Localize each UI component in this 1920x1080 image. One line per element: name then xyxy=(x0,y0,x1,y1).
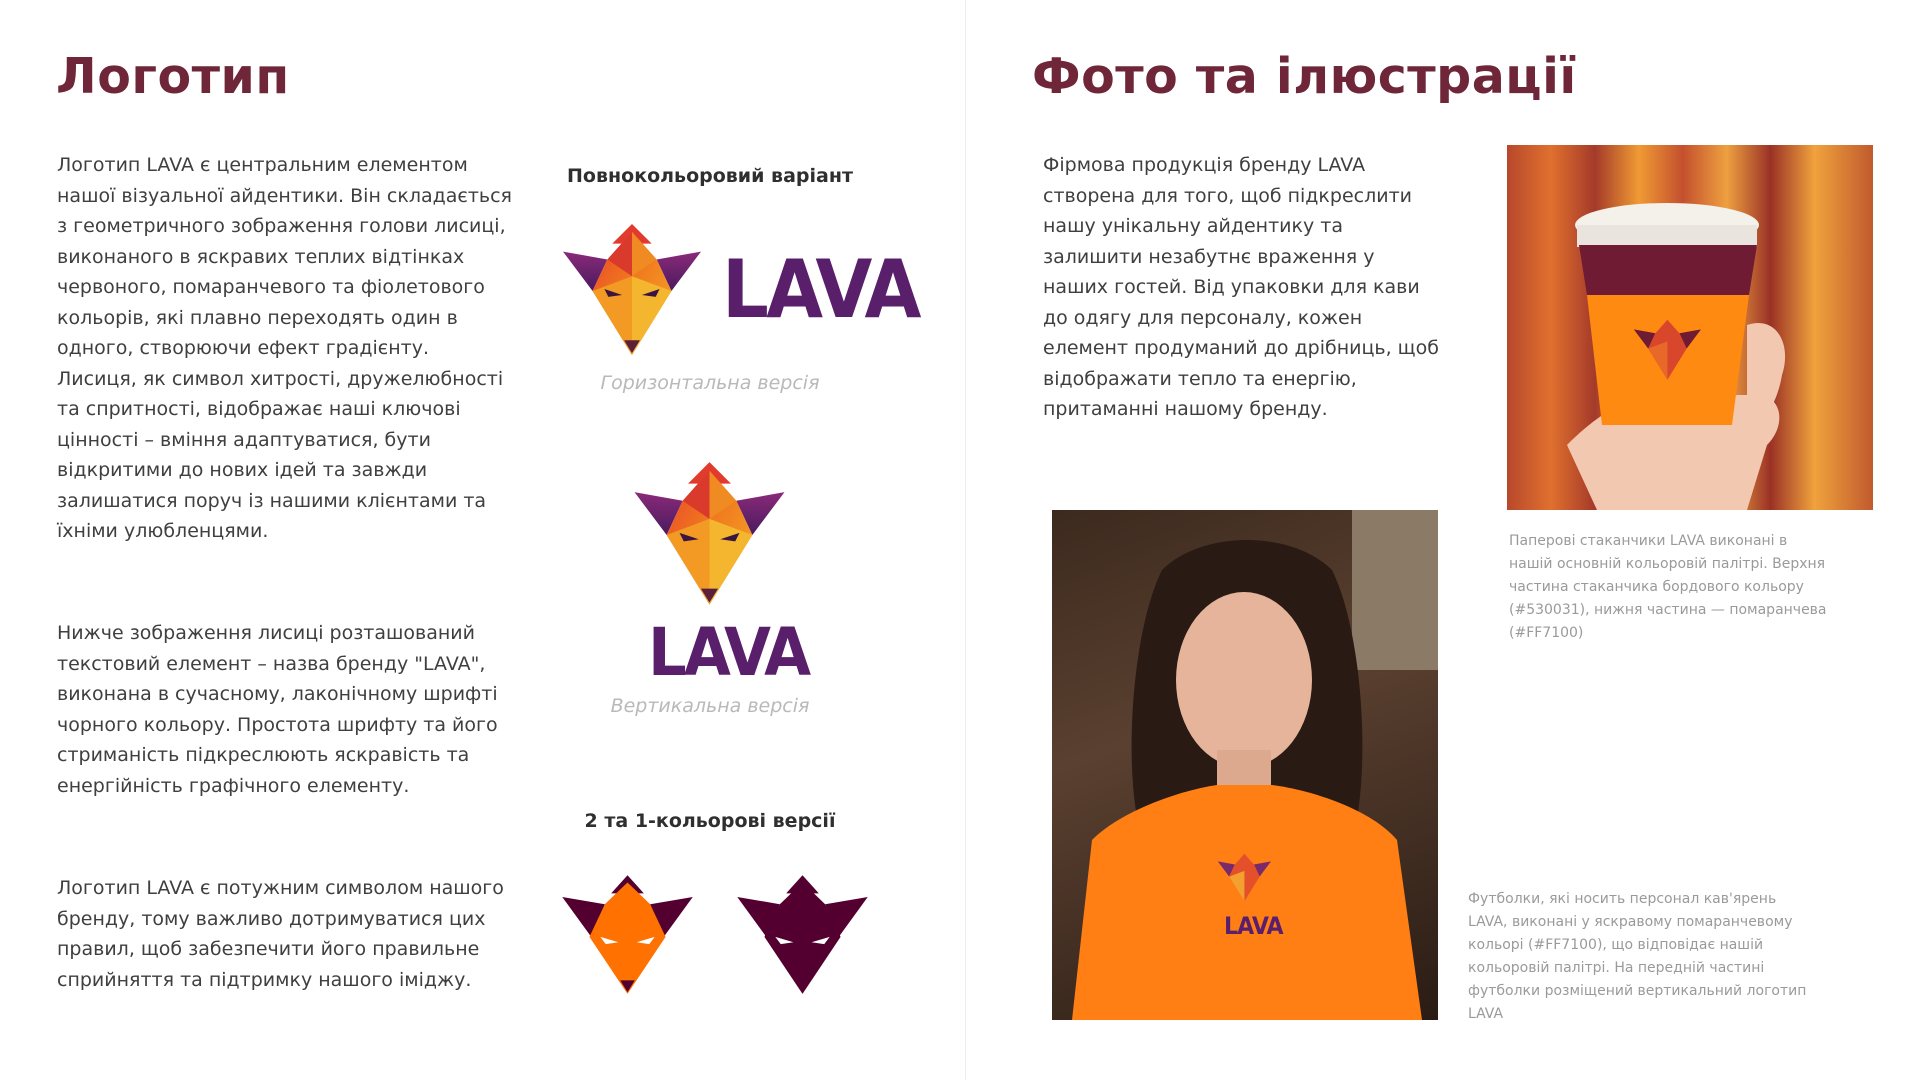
vertical-version-caption: Вертикальна версія xyxy=(610,695,810,717)
logo-description-paragraph-2: Нижче зображення лисиці розташований текстовий елемент – назва бренду "LAVA", виконана в сучасному, лаконічному шрифті чорного кольору. Простота шрифту та його стриманість підкреслюють яскравість та енергійність графічного елементу. xyxy=(57,622,498,797)
cup-photo-caption: Паперові стаканчики LAVA виконані в нашій основній кольоровій палітрі. Верхня частина стаканчика бордового кольору (#530031), нижня частина — помаранчева (#FF7100) xyxy=(1509,533,1827,641)
photos-section-title: Фото та ілюстрації xyxy=(1032,48,1577,105)
two-one-color-heading: 2 та 1-кольорові версії xyxy=(584,810,836,832)
tshirt-wordmark: LAVA xyxy=(1224,912,1283,940)
wordmark-vertical: LAVA xyxy=(648,614,809,691)
staff-tshirt-photo xyxy=(1052,510,1438,1020)
logo-description-paragraph-1: Логотип LAVA є центральним елементом нашої візуальної айдентики. Він складається з геометричного зображення голови лисиці, виконаного в яскравих теплих відтінках червоного, помаранчевого та фіолетового кольорів, які плавно переходять один в одного, створюючи ефект градієнту. Лисиця, як символ хитрості, дружелюбності та спритності, відображає наші ключові цінності – вміння адаптуватися, бути відкритими до нових ідей та завжди залишатися поруч із нашими клієнтами та їхніми улюбленцями. xyxy=(57,154,512,542)
coffee-cup-photo xyxy=(1507,145,1873,510)
photos-description-paragraph: Фірмова продукція бренду LAVA створена для того, щоб підкреслити нашу унікальну айдентику та залишити незабутнє враження у наших гостей. Від упаковки для кави до одягу для персоналу, кожен елемент продуманий до дрібниць, щоб відображати тепло та енергію, притаманні нашому бренду. xyxy=(1043,154,1439,420)
fox-one-color-icon xyxy=(730,870,875,1000)
fox-logo-vertical-icon xyxy=(622,460,797,610)
fox-logo-horizontal-icon xyxy=(553,222,711,360)
full-color-heading: Повнокольоровий варіант xyxy=(567,165,853,187)
tshirt-photo-caption: Футболки, які носить персонал кав'ярень LAVA, виконані у яскравому помаранчевому кольорі (#FF7100), що відповідає нашій кольоровій палітрі. На передній частині футболки розміщений вертикальний логотип LAVA xyxy=(1468,891,1807,1022)
logo-section-title: Логотип xyxy=(56,48,290,105)
logo-description-paragraph-3: Логотип LAVA є потужним символом нашого бренду, тому важливо дотримуватися цих правил, щоб забезпечити його правильне сприйняття та підтримку нашого іміджу. xyxy=(57,877,504,991)
wordmark-horizontal: LAVA xyxy=(722,243,919,336)
horizontal-version-caption: Горизонтальна версія xyxy=(600,372,820,394)
fox-two-color-icon xyxy=(555,870,700,1000)
page-divider xyxy=(965,0,966,1080)
